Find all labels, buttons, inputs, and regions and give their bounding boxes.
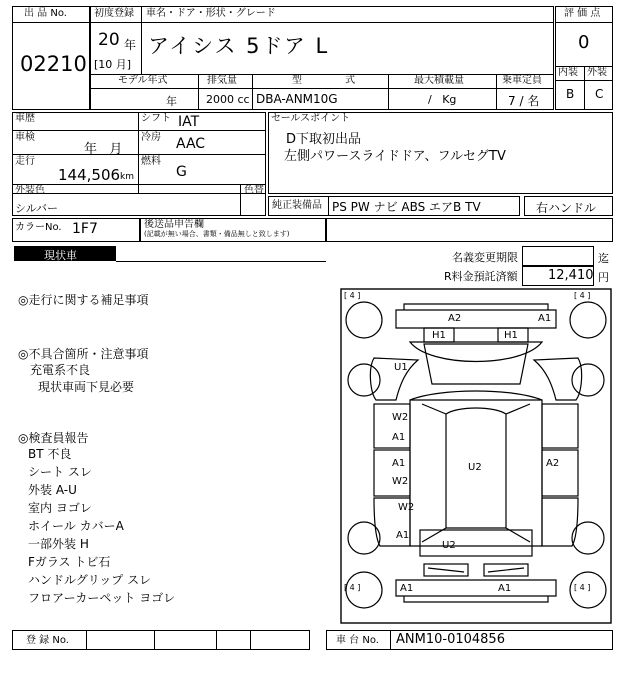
mark-roof: U2 xyxy=(468,462,482,473)
load-value: / Kg xyxy=(428,93,457,106)
equipment-label: 純正装備品 xyxy=(272,200,322,211)
lot-label: 出 品 No. xyxy=(24,8,67,19)
ext-color-label: 外装色 xyxy=(15,185,45,196)
equipment: PS PW ナビ ABS エアB TV xyxy=(332,200,481,214)
name-change-unit: 迄 xyxy=(598,252,609,265)
mileage-label: 走行 xyxy=(15,156,35,167)
model-year-unit: 年 xyxy=(166,95,177,108)
mark-left-rear-fender-a1: A1 xyxy=(396,530,410,541)
aftermarket-value-box xyxy=(326,218,613,242)
interior-grade: B xyxy=(566,87,575,101)
inspector-item: ホイール カバーA xyxy=(28,519,124,533)
fuel: G xyxy=(176,164,187,180)
color-no: 1F7 xyxy=(72,221,98,237)
mark-left-front-fender: U1 xyxy=(394,362,408,373)
mark-headlight-left: H1 xyxy=(432,330,446,341)
tire-tread-rear-left: [ 4 ] xyxy=(344,583,361,592)
model-year-label: モデル年式 xyxy=(118,75,168,86)
mark-left-front-door-a1: A1 xyxy=(392,432,406,443)
reg-year-label: 初度登録 xyxy=(94,8,134,19)
name-change-label: 名義変更期限 xyxy=(452,251,518,264)
score: 0 xyxy=(578,32,590,53)
inspector-item: フロアーカーペット ヨゴレ xyxy=(28,591,176,605)
interior-label: 内装 xyxy=(558,67,578,78)
details-left xyxy=(12,112,266,194)
reg-month: [10 月] xyxy=(94,58,132,71)
mark-front-bumper-a1: A1 xyxy=(538,313,552,324)
tire-tread-rear-right: [ 4 ] xyxy=(574,583,591,592)
reg-no-label: 登 録 No. xyxy=(26,635,69,646)
mark-rear-bumper-left: A1 xyxy=(400,583,414,594)
capacity: 7 / 名 xyxy=(508,94,540,108)
inspector-item: 一部外装 H xyxy=(28,537,89,551)
defect-2: 現状車両下見必要 xyxy=(38,380,135,394)
mark-front-bumper-a2: A2 xyxy=(448,313,462,324)
name-change-box xyxy=(522,246,594,266)
history-label: 車歴 xyxy=(15,113,35,124)
inspector-item: シート スレ xyxy=(28,465,92,479)
mark-left-rear-door-w2: W2 xyxy=(392,476,409,487)
inspector-item: 室内 ヨゴレ xyxy=(28,501,92,515)
shift-label: シフト xyxy=(141,113,171,124)
current-car-label: 現状車 xyxy=(44,249,77,262)
recycle-unit: 円 xyxy=(598,271,609,284)
exterior-grade: C xyxy=(595,87,604,101)
model-label: 車名・ドア・形状・グレード xyxy=(146,8,276,19)
mileage-unit: km xyxy=(120,172,134,182)
model-type: DBA-ANM10G xyxy=(256,92,338,106)
sales-point-2: 左側パワースライドドア、フルセグTV xyxy=(284,149,506,164)
mark-left-rear-fender-w2: W2 xyxy=(398,502,415,513)
sales-point-label: セールスポイント xyxy=(271,113,351,124)
car-diagram xyxy=(340,288,612,624)
score-label: 評 価 点 xyxy=(564,8,601,19)
capacity-label: 乗車定員 xyxy=(502,75,542,86)
mark-rear-bumper-right: A1 xyxy=(498,583,512,594)
aftermarket-sub: (記載が無い場合、書類・備品無しと致します) xyxy=(144,230,290,238)
mark-left-rear-door-a1: A1 xyxy=(392,458,406,469)
color-change-label: 色替 xyxy=(244,185,264,196)
defect-1: 充電系不良 xyxy=(30,363,91,377)
recycle-value: 12,410 xyxy=(548,268,594,283)
shift: IAT xyxy=(178,114,200,130)
tire-tread-front-left: [ 4 ] xyxy=(344,291,361,300)
color-no-label: カラーNo. xyxy=(15,222,62,233)
year-unit: 年 xyxy=(124,38,137,52)
ext-color: シルバー xyxy=(15,202,58,215)
inspector-item: 外装 A-U xyxy=(28,483,77,497)
exterior-label: 外装 xyxy=(587,67,607,78)
driving-header: ◎走行に関する補足事項 xyxy=(18,293,149,307)
steering: 右ハンドル xyxy=(536,201,597,215)
inspector-header: ◎検査員報告 xyxy=(18,431,89,445)
tire-tread-front-right: [ 4 ] xyxy=(574,291,591,300)
inspection-value: 年 月 xyxy=(84,142,123,157)
displacement-label: 排気量 xyxy=(207,75,237,86)
ac-label: 冷房 xyxy=(141,132,161,143)
ac: AAC xyxy=(176,136,206,152)
inspector-item: BT 不良 xyxy=(28,447,72,461)
mark-left-front-door-w2: W2 xyxy=(392,412,409,423)
recycle-label: R料金預託済額 xyxy=(444,270,518,283)
inspection-label: 車検 xyxy=(15,132,35,143)
inspector-item: ハンドルグリップ スレ xyxy=(28,573,152,587)
mileage: 144,506 xyxy=(58,166,121,184)
lot-number: 02210 xyxy=(20,52,87,76)
type-label: 型 式 xyxy=(292,75,356,86)
aftermarket-label: 後送品申告欄 xyxy=(144,219,204,230)
chassis-label: 車 台 No. xyxy=(336,635,379,646)
fuel-label: 燃料 xyxy=(141,156,161,167)
sales-point-1: D下取初出品 xyxy=(286,132,362,147)
mark-headlight-right: H1 xyxy=(504,330,518,341)
mark-rear-gate: U2 xyxy=(442,540,456,551)
inspector-item: Fガラス トビ石 xyxy=(28,555,111,569)
load-label: 最大積載量 xyxy=(414,75,464,86)
defects-header: ◎不具合箇所・注意事項 xyxy=(18,347,149,361)
chassis-no: ANM10-0104856 xyxy=(396,632,505,647)
car-name: アイシス 5ドア L xyxy=(148,34,330,58)
mark-right-side: A2 xyxy=(546,458,560,469)
displacement: 2000 cc xyxy=(206,93,250,106)
reg-year: 20 xyxy=(98,30,120,50)
